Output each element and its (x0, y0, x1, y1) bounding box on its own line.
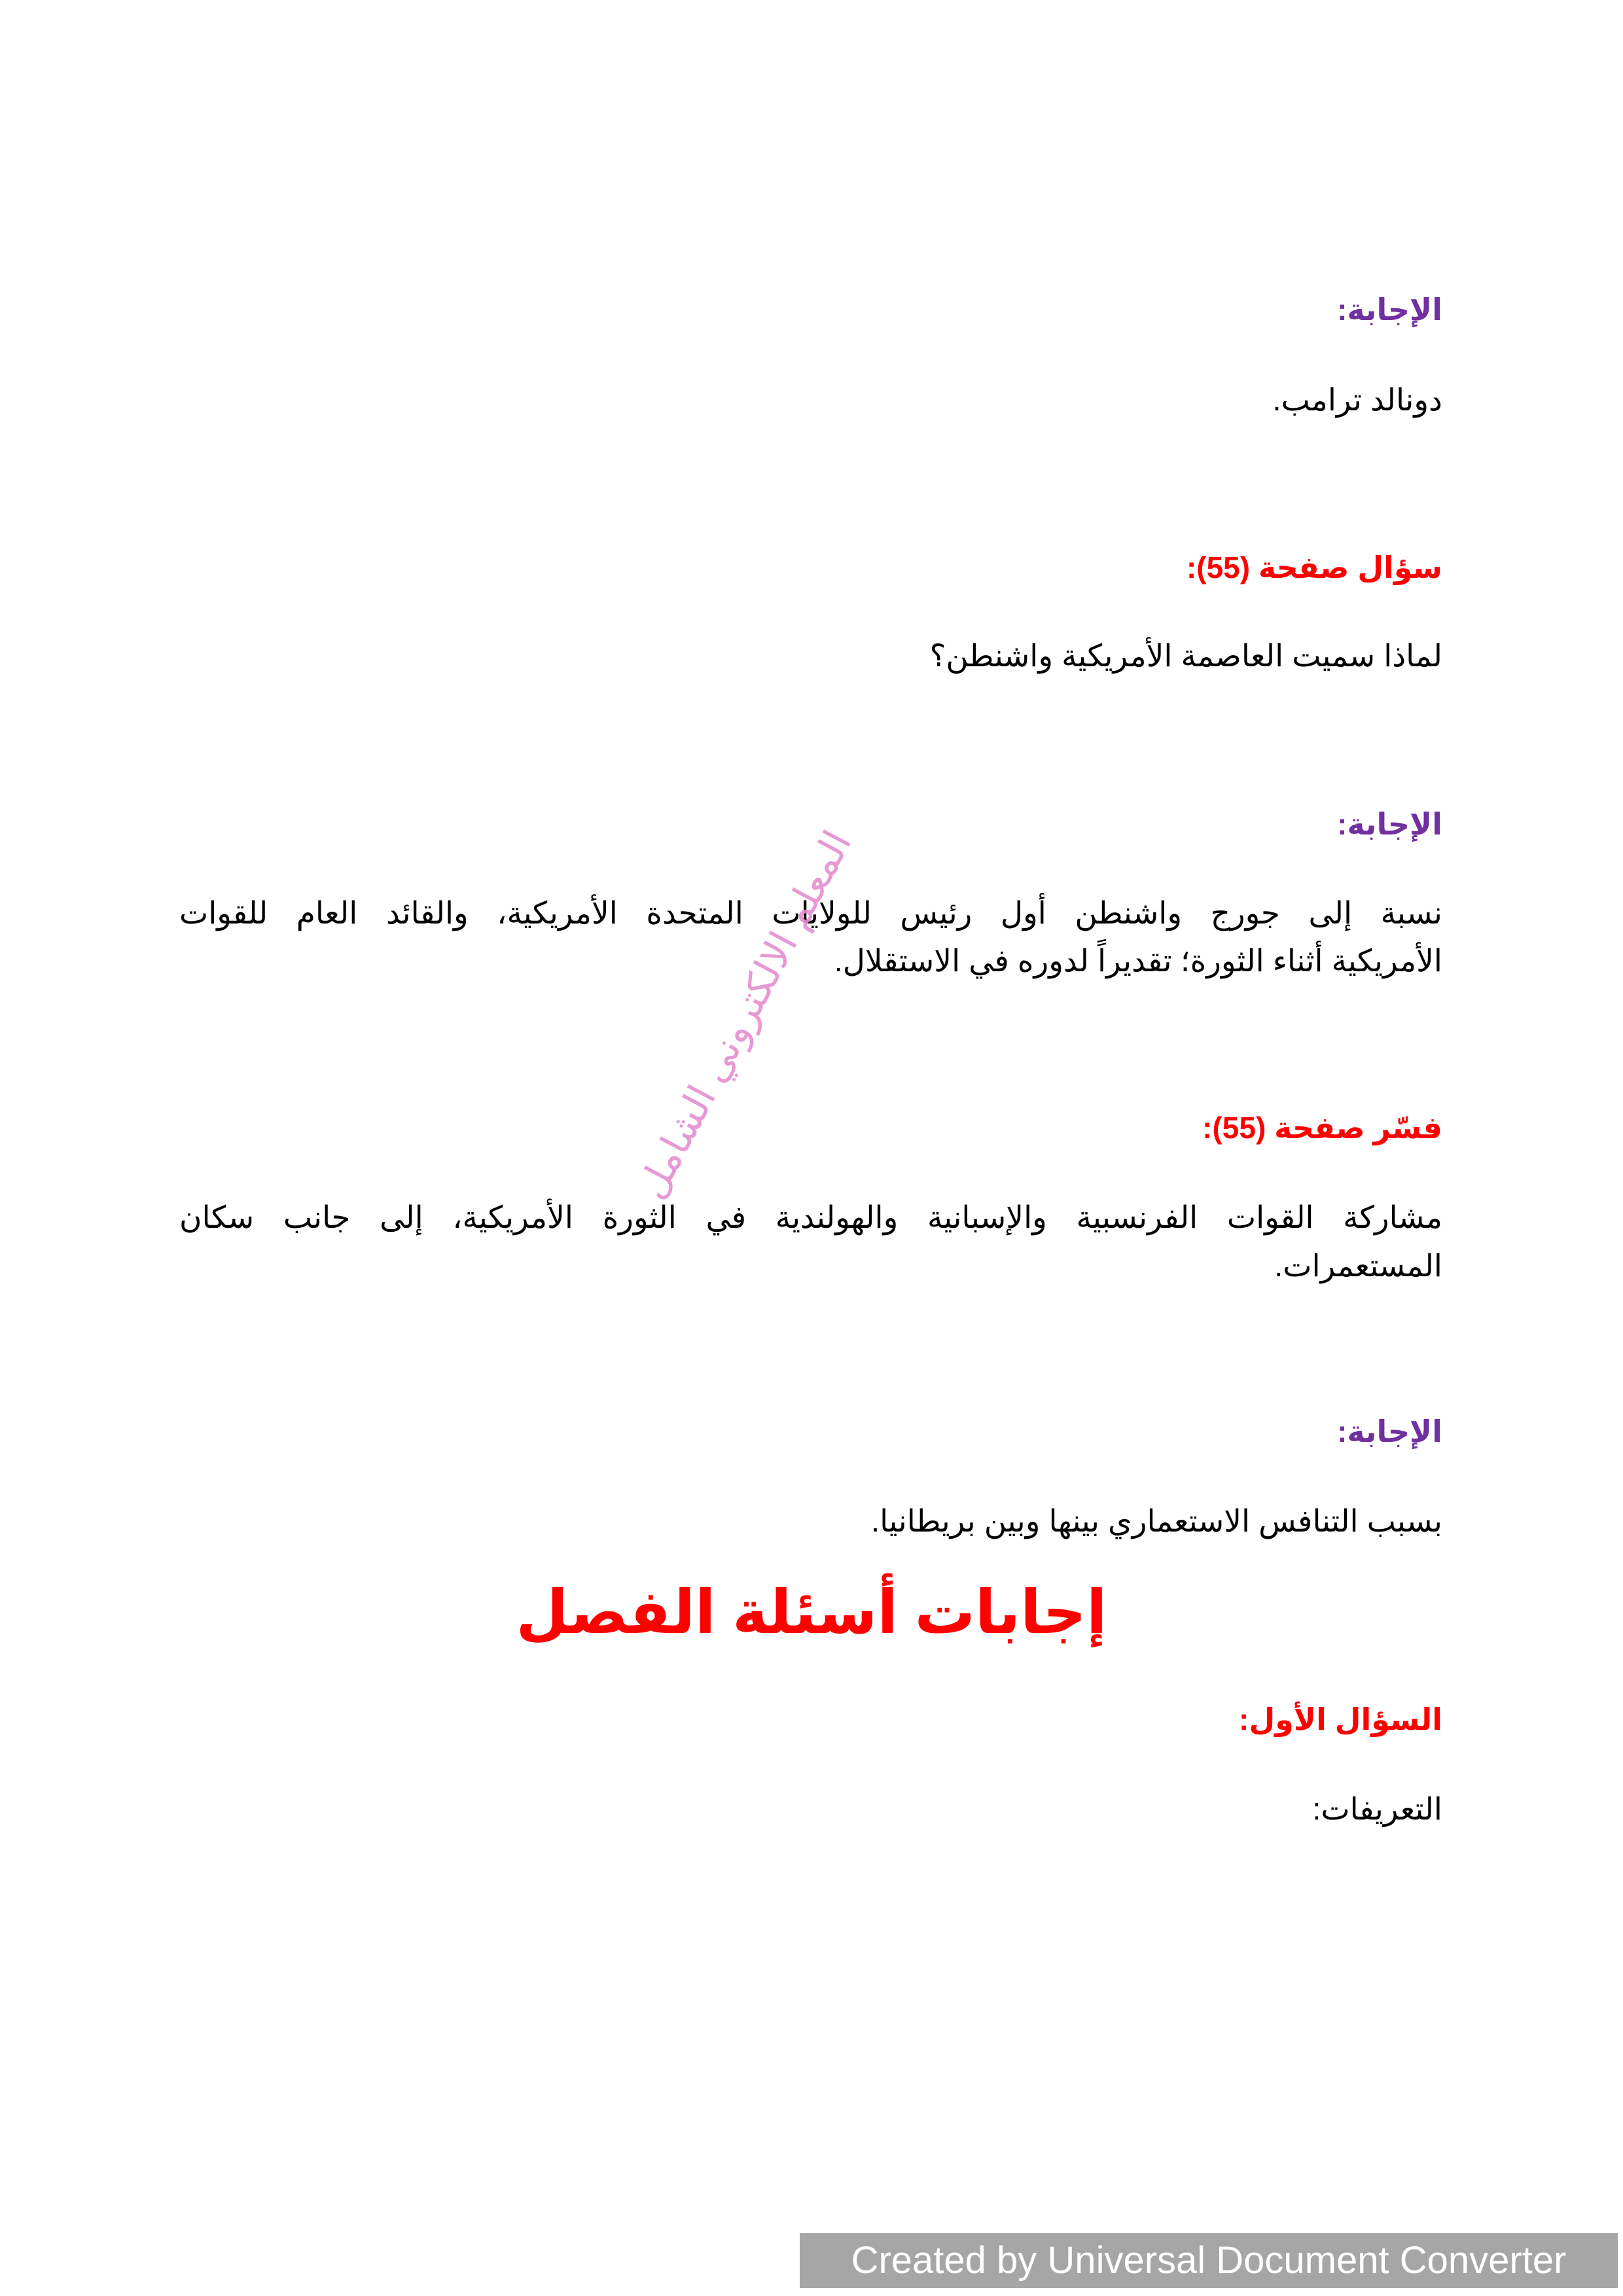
question-text: لماذا سميت العاصمة الأمريكية واشنطن؟ (929, 638, 1442, 673)
explain-paragraph-line: المستعمرات. (1274, 1248, 1442, 1283)
explain-heading: فسّر صفحة (55): (1202, 1111, 1442, 1145)
watermark: المعلم الالكتروني الشامل (628, 823, 860, 1206)
answer-label: الإجابة: (1337, 1414, 1442, 1448)
converter-stamp: Created by Universal Document Converter (800, 2233, 1618, 2288)
first-question-heading: السؤال الأول: (1239, 1702, 1442, 1736)
answer-paragraph-line: الأمريكية أثناء الثورة؛ تقديراً لدوره في الاستقلال. (834, 943, 1442, 978)
chapter-title: إجابات أسئلة الفصل (516, 1579, 1107, 1646)
answer-text: دونالد ترامب. (1272, 382, 1442, 417)
explain-paragraph-line: مشاركة القوات الفرنسبية والإسبانية والهولندية في الثورة الأمريكية، إلى جانب سكان (179, 1200, 1442, 1234)
definitions-label: التعريفات: (1312, 1791, 1442, 1826)
answer-text: بسبب التنافس الاستعماري بينها وبين بريطانيا. (871, 1503, 1442, 1538)
answer-label: الإجابة: (1337, 807, 1442, 841)
answer-label: الإجابة: (1337, 293, 1442, 327)
answer-paragraph-line: نسبة إلى جورج واشنطن أول رئيس للولايات المتحدة الأمريكية، والقائد العام للقوات (179, 895, 1442, 930)
question-heading: سؤال صفحة (55): (1186, 550, 1442, 584)
